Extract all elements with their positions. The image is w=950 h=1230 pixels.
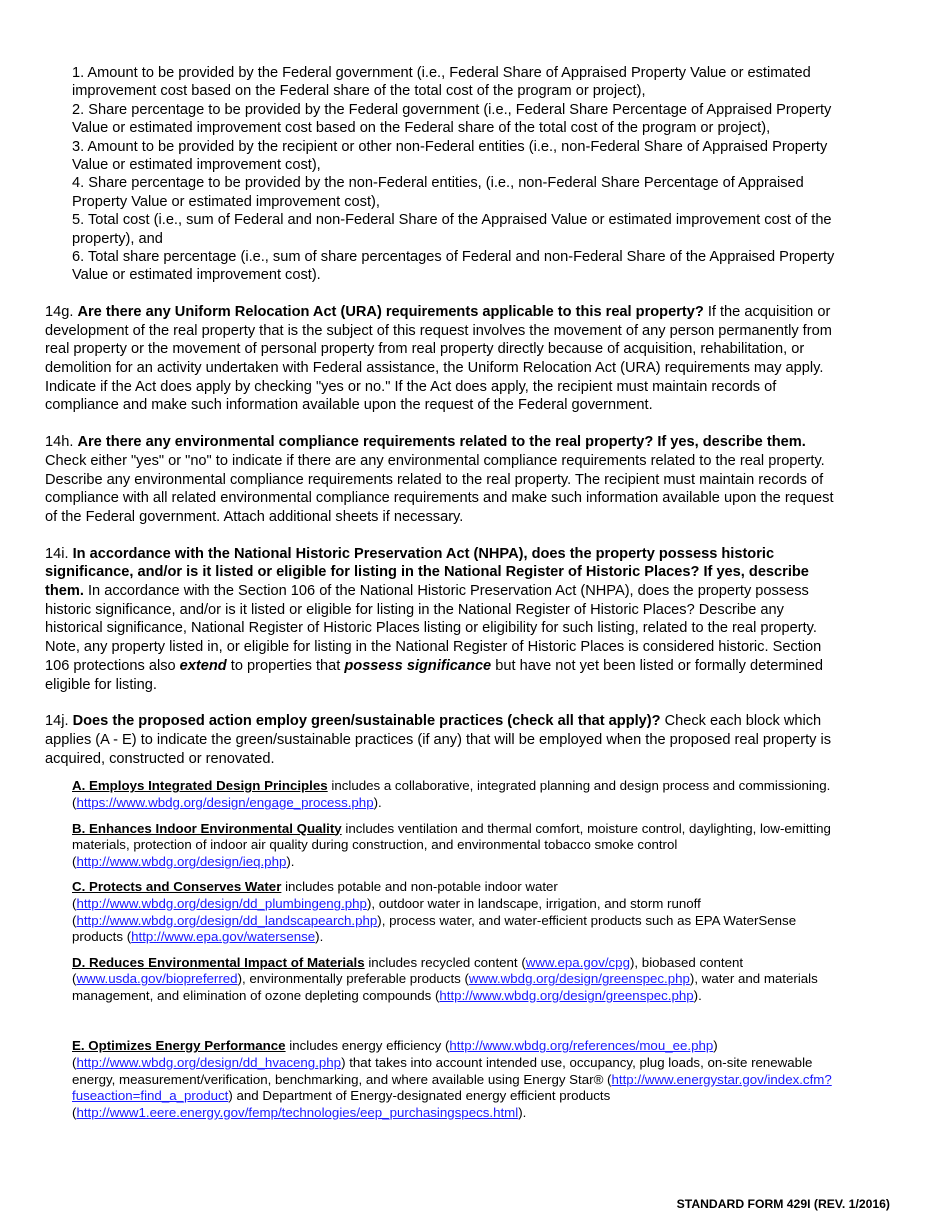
section-question: Are there any Uniform Relocation Act (URA) requirements applicable to this real property? [77, 303, 704, 320]
link-watersense[interactable]: http://www.epa.gov/watersense [131, 929, 316, 945]
practice-title: A. Employs Integrated Design Principles [72, 778, 328, 794]
practice-c [72, 879, 835, 945]
practice-text: ), water and materials management, and elimination of ozone depleting compounds ( [72, 971, 818, 1003]
link-engage-process[interactable]: https://www.wbdg.org/design/engage_process.php [76, 794, 374, 810]
link-mou-ee[interactable]: http://www.wbdg.org/references/mou_ee.php [449, 1038, 714, 1054]
emphasis-possess-significance: possess significance [344, 657, 492, 674]
practice-text: includes a collaborative, integrated planning and design process and commissioning. ( [72, 778, 831, 810]
link-hvaceng[interactable]: http://www.wbdg.org/design/dd_hvaceng.php [76, 1055, 342, 1071]
practice-title: D. Reduces Environmental Impact of Materials [72, 954, 365, 970]
list-item: 6. Total share percentage (i.e., sum of share percentages of Federal and non-Federal Share of the Appraised Property Value or estimated improvement cost). [72, 249, 835, 284]
section-number: 14j. [45, 713, 73, 730]
practice-text: ) that takes into account intended use, occupancy, plug loads, on-site renewable energy, measurement/verification, benchmarking, and where available using Energy Star® ( [72, 1055, 813, 1087]
practice-b [72, 821, 835, 871]
link-greenspec-full[interactable]: http://www.wbdg.org/design/greenspec.php [439, 987, 694, 1003]
practice-text: ) and Department of Energy-designated energy efficient products ( [72, 1088, 611, 1120]
document-body [45, 64, 835, 1130]
link-epa-cpg[interactable]: www.epa.gov/cpg [525, 954, 630, 970]
practice-text: ). [693, 987, 702, 1003]
link-femp[interactable]: http://www1.eere.energy.gov/femp/technologies/eep_purchasingspecs.html [76, 1104, 519, 1120]
numbered-list [72, 64, 835, 285]
section-question: In accordance with the National Historic Preservation Act (NHPA), does the property possess historic significance, and/or is it listed or eligible for listing in the National Register of Historic Places? If yes, describe them. [45, 545, 809, 600]
section-number: 14g. [45, 303, 78, 320]
section-14g [45, 303, 835, 415]
form-footer: STANDARD FORM 429I (REV. 1/2016) [676, 1197, 890, 1211]
practice-text: ). [315, 929, 324, 945]
section-text: Check either "yes" or "no" to indicate if there are any environmental compliance requirements related to the real property. Describe any environmental compliance requirements related to the real property. The recipient must maintain records of compliance with all related environmental compliance requirements and make such information available upon the request of the Federal government. Attach additional sheets if necessary. [45, 452, 834, 525]
section-text: In accordance with the Section 106 of the National Historic Preservation Act (NHPA), does the property possess historic significance, and/or is it listed or eligible for listing in the National Register of Historic Places? Describe any historical significance, National Register of Historic Places listing or eligibility for such listing, related to the real property. Note, any property listed in, or eligible for listing in the National Register of Historic Places is considered historic. Section 106 protections also [45, 583, 822, 674]
practice-title: C. Protects and Conserves Water [72, 879, 282, 895]
list-item: 4. Share percentage to be provided by the non-Federal entities, (i.e., non-Federal Share Percentage of Appraised Property Value or estimated improvement cost), [72, 175, 804, 210]
practice-text: ), biobased content ( [72, 954, 744, 987]
practice-text: ), outdoor water in landscape, irrigation, and storm runoff ( [72, 895, 701, 928]
green-practices-list [72, 778, 835, 1121]
section-number: 14i. [45, 545, 73, 562]
section-text: If the acquisition or development of the real property that is the subject of this request involves the movement of any person permanently from real property or the movement of personal property from real property directly because of acquisition, rehabilitation, or demolition for an activity undertaken with Federal assistance, the Uniform Relocation Act (URA) requirements may apply. Indicate if the Act does apply by checking "yes or no." If the Act does apply, the recipient must maintain records of compliance and make such information available upon the request of the Federal government. [45, 303, 832, 414]
section-14i [45, 545, 835, 695]
section-text: Check each block which applies (A - E) to indicate the green/sustainable practices (if any) that will be employed when the proposed real property is acquired, constructed or renovated. [45, 713, 832, 767]
practice-a [72, 778, 835, 811]
link-plumbingeng[interactable]: http://www.wbdg.org/design/dd_plumbingeng.php [76, 895, 367, 911]
practice-text: ), environmentally preferable products ( [237, 971, 469, 987]
practice-text: includes energy efficiency ( [285, 1038, 450, 1054]
practice-text: ). [373, 794, 382, 810]
practice-text: ), process water, and water-efficient products such as EPA WaterSense products ( [72, 912, 797, 945]
practice-text: ) ( [72, 1038, 718, 1071]
practice-text: includes potable and non-potable indoor water ( [72, 879, 558, 911]
practice-text: ). [286, 853, 295, 869]
section-14h [45, 433, 835, 527]
practice-text: includes ventilation and thermal comfort, moisture control, daylighting, low-emitting materials, protection of indoor air quality during construction, and environmental tobacco smoke control ( [72, 820, 831, 869]
list-item: 1. Amount to be provided by the Federal government (i.e., Federal Share of Appraised Property Value or estimated improvement cost based on the Federal share of the total cost of the program or project), [72, 65, 811, 100]
section-14j [45, 712, 835, 768]
list-item: 3. Amount to be provided by the recipient or other non-Federal entities (i.e., non-Federal Share of Appraised Property Value or estimated improvement cost), [72, 138, 828, 174]
practice-title: B. Enhances Indoor Environmental Quality [72, 820, 342, 836]
link-biopreferred[interactable]: www.usda.gov/biopreferred [76, 971, 238, 987]
practice-d [72, 955, 835, 1005]
practice-text: ). [518, 1104, 527, 1120]
list-item: 5. Total cost (i.e., sum of Federal and non-Federal Share of the Appraised Value or estimated improvement cost of the property), and [72, 212, 832, 247]
section-text: to properties that [226, 657, 345, 674]
section-number: 14h. [45, 434, 78, 451]
link-energystar[interactable]: http://www.energystar.gov/index.cfm?fuseaction=find_a_product [72, 1071, 832, 1104]
section-question: Does the proposed action employ green/sustainable practices (check all that apply)? [72, 713, 661, 730]
section-question: Are there any environmental compliance requirements related to the real property? If yes, describe them. [77, 434, 806, 451]
emphasis-extend: extend [179, 657, 227, 674]
section-text: but have not yet been listed or formally determined eligible for listing. [45, 657, 823, 693]
practice-e [72, 1038, 835, 1121]
link-greenspec[interactable]: www.wbdg.org/design/greenspec.php [468, 971, 690, 987]
link-ieq[interactable]: http://www.wbdg.org/design/ieq.php [76, 853, 287, 869]
practice-title: E. Optimizes Energy Performance [72, 1038, 286, 1054]
list-item: 2. Share percentage to be provided by the Federal government (i.e., Federal Share Percentage of Appraised Property Value or estimated improvement cost based on the Federal share of the total cost of the program or project), [72, 101, 832, 137]
link-landscapearch[interactable]: http://www.wbdg.org/design/dd_landscapearch.php [76, 912, 378, 928]
practice-text: includes recycled content ( [364, 954, 526, 970]
